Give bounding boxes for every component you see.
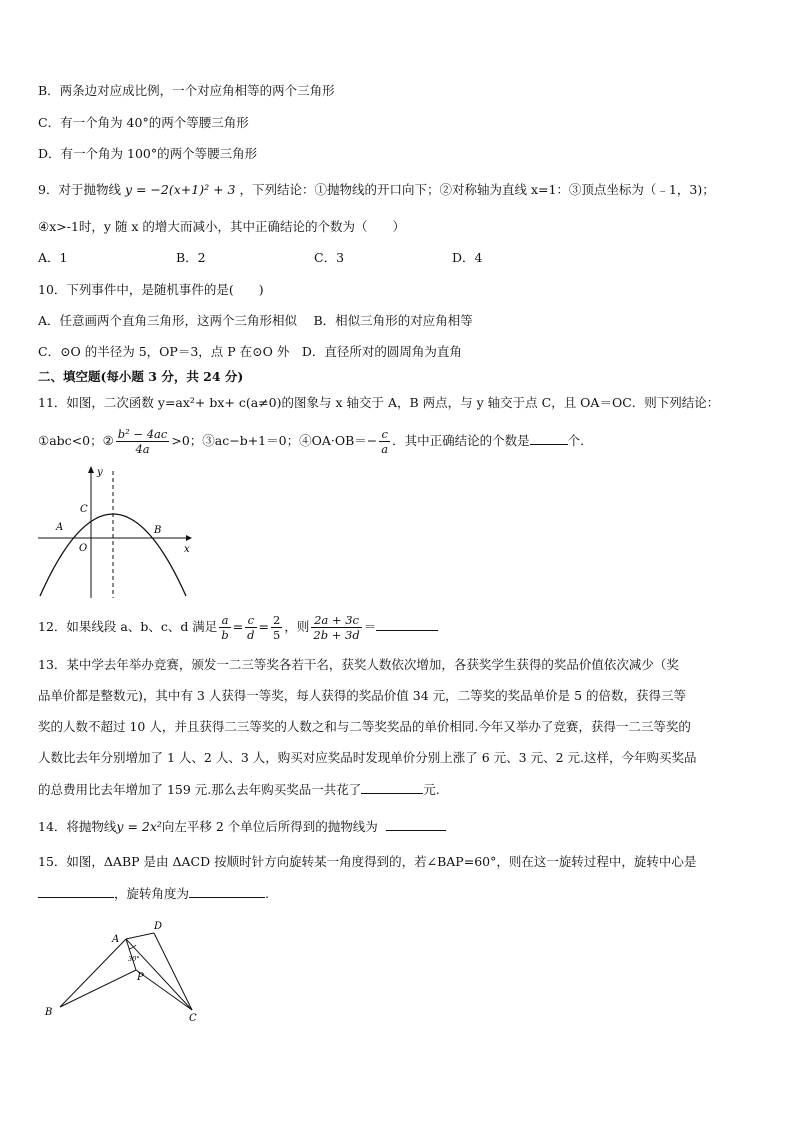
- label-d: D: [154, 921, 163, 932]
- q14-tail: 向左平移 2 个单位后所得到的抛物线为: [161, 819, 378, 834]
- q12-answer-blank[interactable]: [376, 617, 438, 631]
- q9-stem: [38, 181, 715, 199]
- q12-f2-num: c: [245, 613, 256, 628]
- q14-formula: y = 2x²: [116, 819, 162, 834]
- q9-option-c: C．3: [314, 250, 345, 265]
- q12-f2-den: d: [247, 628, 255, 642]
- q15-line2-text: ，旋转角度为: [114, 886, 190, 901]
- q12-f3-den: 5: [273, 628, 281, 642]
- q8-option-c: C．有一个角为 40°的两个等腰三角形: [38, 115, 249, 130]
- q15-center-blank[interactable]: [38, 884, 114, 898]
- label-c: C: [189, 1013, 197, 1024]
- q13-answer-blank[interactable]: [361, 780, 423, 794]
- q11-parabola-figure: [36, 463, 196, 600]
- q12-frac-2-5: [271, 613, 282, 642]
- label-p: P: [137, 972, 144, 983]
- label-b: B: [154, 525, 162, 536]
- q13-line2: 品单价都是整数元)，其中有 3 人获得一等奖，每人获得的奖品价值 34 元，二等奖的奖品单价是 5 的倍数，获得三等: [38, 688, 687, 703]
- q9-option-a: A．1: [38, 250, 68, 265]
- q8-option-d: D．有一个角为 100°的两个等腰三角形: [38, 146, 258, 161]
- y-axis-arrow-icon: [88, 466, 94, 473]
- section-heading-fill-in: 二、填空题(每小题 3 分，共 24 分): [38, 369, 244, 384]
- q9-formula: y = −2(x+1)² + 3: [124, 182, 236, 197]
- q12-frac-a-b: [219, 613, 230, 642]
- q12-stem: [38, 611, 438, 643]
- q12-f3-num: 2: [273, 613, 281, 627]
- q11-frac2-numerator: c: [379, 427, 390, 442]
- q12-f1-num: a: [219, 613, 230, 628]
- q11-conclusions: [38, 425, 593, 457]
- q13-line3: 奖的人数不超过 10 人，并且获得二三等奖的人数之和与二等奖奖品的单价相同.今年又举办了竞赛，获得一二三等奖的: [38, 719, 691, 734]
- q9-rest: ，下列结论：①抛物线的开口向下；②对称轴为直线 x=1：③顶点坐标为（﹣1，3)；: [239, 182, 715, 197]
- q11-c4: 个．: [567, 433, 593, 448]
- q14-stem: [38, 817, 446, 836]
- segment-ab: [60, 939, 126, 1007]
- q11-fraction-2: [379, 427, 390, 456]
- label-a: A: [112, 934, 120, 945]
- q11-c3: ．其中正确结论的个数是: [392, 433, 530, 448]
- q12-lead: 12．如果线段 a、b、c、d 满足: [38, 619, 218, 634]
- q13-line1: 13．某中学去年举办竞赛，颁发一二三等奖各若干名，获奖人数依次增加，各获奖学生获得的奖品价值依次减少（奖: [38, 657, 679, 672]
- q9-lead: 9．对于抛物线: [38, 182, 121, 197]
- q15-line2-end: .: [265, 886, 269, 901]
- label-c: C: [80, 504, 88, 515]
- q13-line5: [38, 780, 440, 799]
- segment-ad: [126, 933, 154, 939]
- q12-eq2: =: [258, 619, 270, 634]
- q11-answer-blank[interactable]: [530, 431, 568, 445]
- label-a: A: [56, 522, 64, 533]
- q9-line2: ④x>-1时，y 随 x 的增大而减小，其中正确结论的个数为（ ）: [38, 219, 405, 234]
- q11-frac1-denominator: 4a: [135, 442, 150, 456]
- q9-option-d: D．4: [452, 250, 483, 265]
- segment-bp: [60, 970, 136, 1007]
- q14-answer-blank[interactable]: [386, 817, 446, 831]
- q12-f4-num: 2a + 3c: [311, 613, 361, 628]
- label-angle-30: 30°: [128, 955, 140, 963]
- q11-c2: >0；③ac−b+1＝0；④OA·OB＝−: [171, 433, 378, 448]
- q11-fraction-1: [116, 427, 170, 456]
- q12-frac-expression: [311, 613, 361, 642]
- q10-stem: 10．下列事件中，是随机事件的是( ): [38, 282, 264, 297]
- q15-rotation-figure: [40, 915, 210, 1027]
- q13-line5-text: 的总费用比去年增加了 159 元.那么去年购买奖品一共花了: [38, 782, 362, 797]
- q12-mid: ，则: [284, 619, 310, 634]
- label-x: x: [184, 544, 190, 555]
- q10-options-cd: C．⊙O 的半径为 5，OP＝3，点 P 在⊙O 外 D．直径所对的圆周角为直角: [38, 344, 462, 359]
- q14-lead: 14．将抛物线: [38, 819, 117, 834]
- label-o: O: [79, 543, 88, 554]
- q8-option-b: B．两条边对应成比例，一个对应角相等的两个三角形: [38, 83, 335, 98]
- label-y: y: [97, 467, 103, 478]
- q15-line1: 15．如图，ΔABP 是由 ΔACD 按顺时针方向旋转某一角度得到的，若∠BAP=60°，则在这一旋转过程中，旋转中心是: [38, 854, 697, 869]
- q12-tail: ＝: [363, 619, 377, 634]
- q15-line2: [38, 884, 269, 903]
- q9-option-b: B．2: [176, 250, 206, 265]
- segment-ac: [126, 939, 192, 1010]
- q15-angle-blank[interactable]: [189, 884, 265, 898]
- q12-frac-c-d: [245, 613, 256, 642]
- q12-f4-den: 2b + 3d: [313, 628, 360, 642]
- q10-options-ab: A．任意画两个直角三角形，这两个三角形相似 B．相似三角形的对应角相等: [38, 313, 473, 328]
- x-axis-arrow-icon: [186, 535, 192, 541]
- q11-stem: 11．如图，二次函数 y=ax²+ bx+ c(a≠0)的图象与 x 轴交于 A，B 两点，与 y 轴交于点 C，且 OA＝OC．则下列结论：: [38, 395, 720, 410]
- q12-eq1: =: [232, 619, 244, 634]
- label-b: B: [45, 1007, 53, 1018]
- segment-dc: [154, 933, 192, 1010]
- q13-line4: 人数比去年分别增加了 1 人、2 人、3 人，购买对应奖品时发现单价分别上涨了 6 元、3 元、2 元.这样，今年购买奖品: [38, 750, 697, 765]
- q13-line5-unit: 元.: [423, 782, 440, 797]
- q12-f1-den: b: [221, 628, 229, 642]
- q11-frac1-numerator: b² − 4ac: [117, 427, 168, 441]
- segment-pc: [136, 970, 192, 1010]
- q11-c1: ①abc<0；②: [38, 433, 114, 448]
- q11-frac2-denominator: a: [381, 442, 389, 456]
